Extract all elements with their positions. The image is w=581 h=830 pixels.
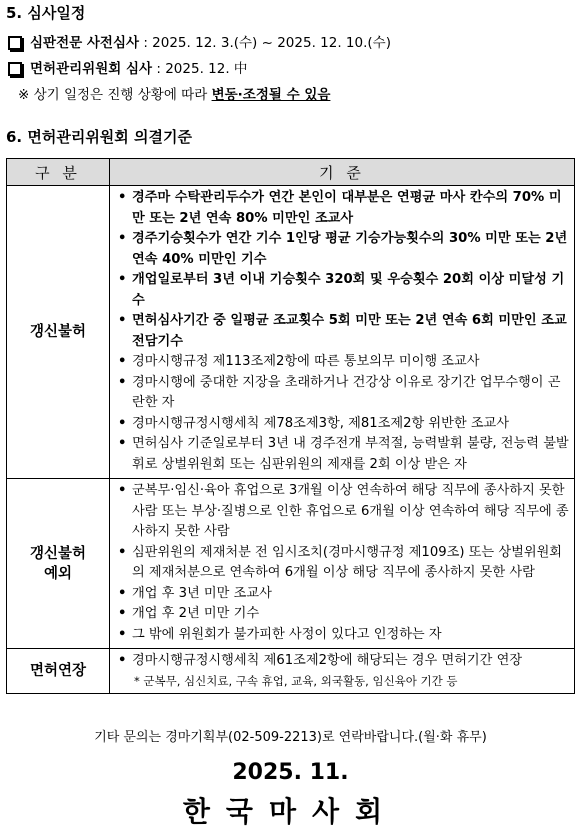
list-item: • 개업 후 3년 미만 조교사 [132, 584, 570, 605]
schedule-detail: : 2025. 12. 3.(수) ~ 2025. 12. 10.(수) [139, 35, 391, 51]
schedule-detail: : 2025. 12. 中 [152, 61, 248, 77]
list-item: • 경마시행에 중대한 지장을 초래하거나 건강상 이유로 장기간 업무수행이 곤란한 자 [132, 373, 570, 414]
list-item: • 면허심사 기준일로부터 3년 내 경주전개 부적절, 능력발휘 불량, 전능력 불발휘로 상벌위원회 또는 심판위원의 제재를 2회 이상 받은 자 [132, 434, 570, 475]
header-criteria: 기 준 [110, 159, 575, 186]
list-item: • 심판위원의 제재처분 전 임시조치(경마시행규정 제109조) 또는 상벌위원회의 제재처분으로 연속하여 6개월 이상 해당 직무에 종사하지 못한 사람 [132, 543, 570, 584]
list-item: • 개업 후 2년 미만 기수 [132, 604, 570, 625]
header-category: 구 분 [7, 159, 110, 186]
criteria-table [6, 158, 575, 694]
list-item: • 경주기승횟수가 연간 기수 1인당 평균 기승가능횟수의 30% 미만 또는 2년 연속 40% 미만인 기수 [132, 229, 570, 270]
row-category [7, 479, 110, 649]
schedule-item-committee [8, 57, 247, 77]
list-item: • 경마시행규정시행세칙 제61조제2항에 해당되는 경우 면허기간 연장 [132, 651, 570, 672]
checkbox-square-icon [8, 36, 22, 50]
schedule-label: 심판전문 사전심사 [30, 35, 140, 51]
schedule-label: 면허관리위원회 심사 [30, 61, 153, 77]
table-row [7, 649, 575, 694]
list-item: • 면허심사기간 중 일평균 조교횟수 5회 미만 또는 2년 연속 6회 미만인 조교전담기수 [132, 311, 570, 352]
row-category: 갱신불허 [7, 186, 110, 479]
section6-title: 6. 면허관리위원회 의결기준 [6, 128, 192, 146]
checkbox-square-icon [8, 62, 22, 76]
organization-name: 한국마사회 [182, 795, 399, 828]
list-item: • 경주마 수탁관리두수가 연간 본인이 대부분은 연평균 마사 칸수의 70% 미만 또는 2년 연속 80% 미만인 조교사 [132, 188, 570, 229]
row-criteria [110, 186, 575, 479]
criteria-list [110, 186, 574, 478]
row-category-label: 갱신불허 예외 [29, 545, 87, 582]
list-item: • 경마시행규정 제113조제2항에 따른 통보의무 미이행 조교사 [132, 352, 570, 373]
note-prefix: ※ 상기 일정은 진행 상황에 따라 [18, 87, 212, 103]
row-criteria [110, 649, 575, 694]
criteria-list [110, 479, 574, 648]
list-item: • 개업일로부터 3년 이내 기승횟수 320회 및 우승횟수 20회 이상 미달성 기수 [132, 270, 570, 311]
note-emphasis: 변동·조정될 수 있음 [211, 87, 331, 103]
criteria-list [110, 649, 574, 693]
contact-note: 기타 문의는 경마기획부(02-509-2213)로 연락바랍니다.(월·화 휴무) [94, 730, 487, 745]
table-header-row [7, 159, 575, 186]
row-category: 면허연장 [7, 649, 110, 694]
table-row [7, 479, 575, 649]
schedule-note [18, 83, 330, 103]
schedule-item-prescreen [8, 31, 391, 51]
extension-footnote: * 군복무, 심신치료, 구속 휴업, 교육, 외국활동, 임신육아 기간 등 [134, 673, 458, 688]
section5-title: 5. 심사일정 [6, 4, 86, 22]
table-row [7, 186, 575, 479]
list-item: • 경마시행규정시행세칙 제78조제3항, 제81조제2항 위반한 조교사 [132, 414, 570, 435]
row-criteria [110, 479, 575, 649]
document-date: 2025. 11. [232, 760, 349, 785]
list-item: • 군복무·임신·육아 휴업으로 3개월 이상 연속하여 해당 직무에 종사하지 못한 사람 또는 부상·질병으로 인한 휴업으로 6개월 이상 연속하여 해당 직무에 종사하지 못한 사람 [132, 481, 570, 543]
list-item: • 그 밖에 위원회가 불가피한 사정이 있다고 인정하는 자 [132, 625, 570, 646]
